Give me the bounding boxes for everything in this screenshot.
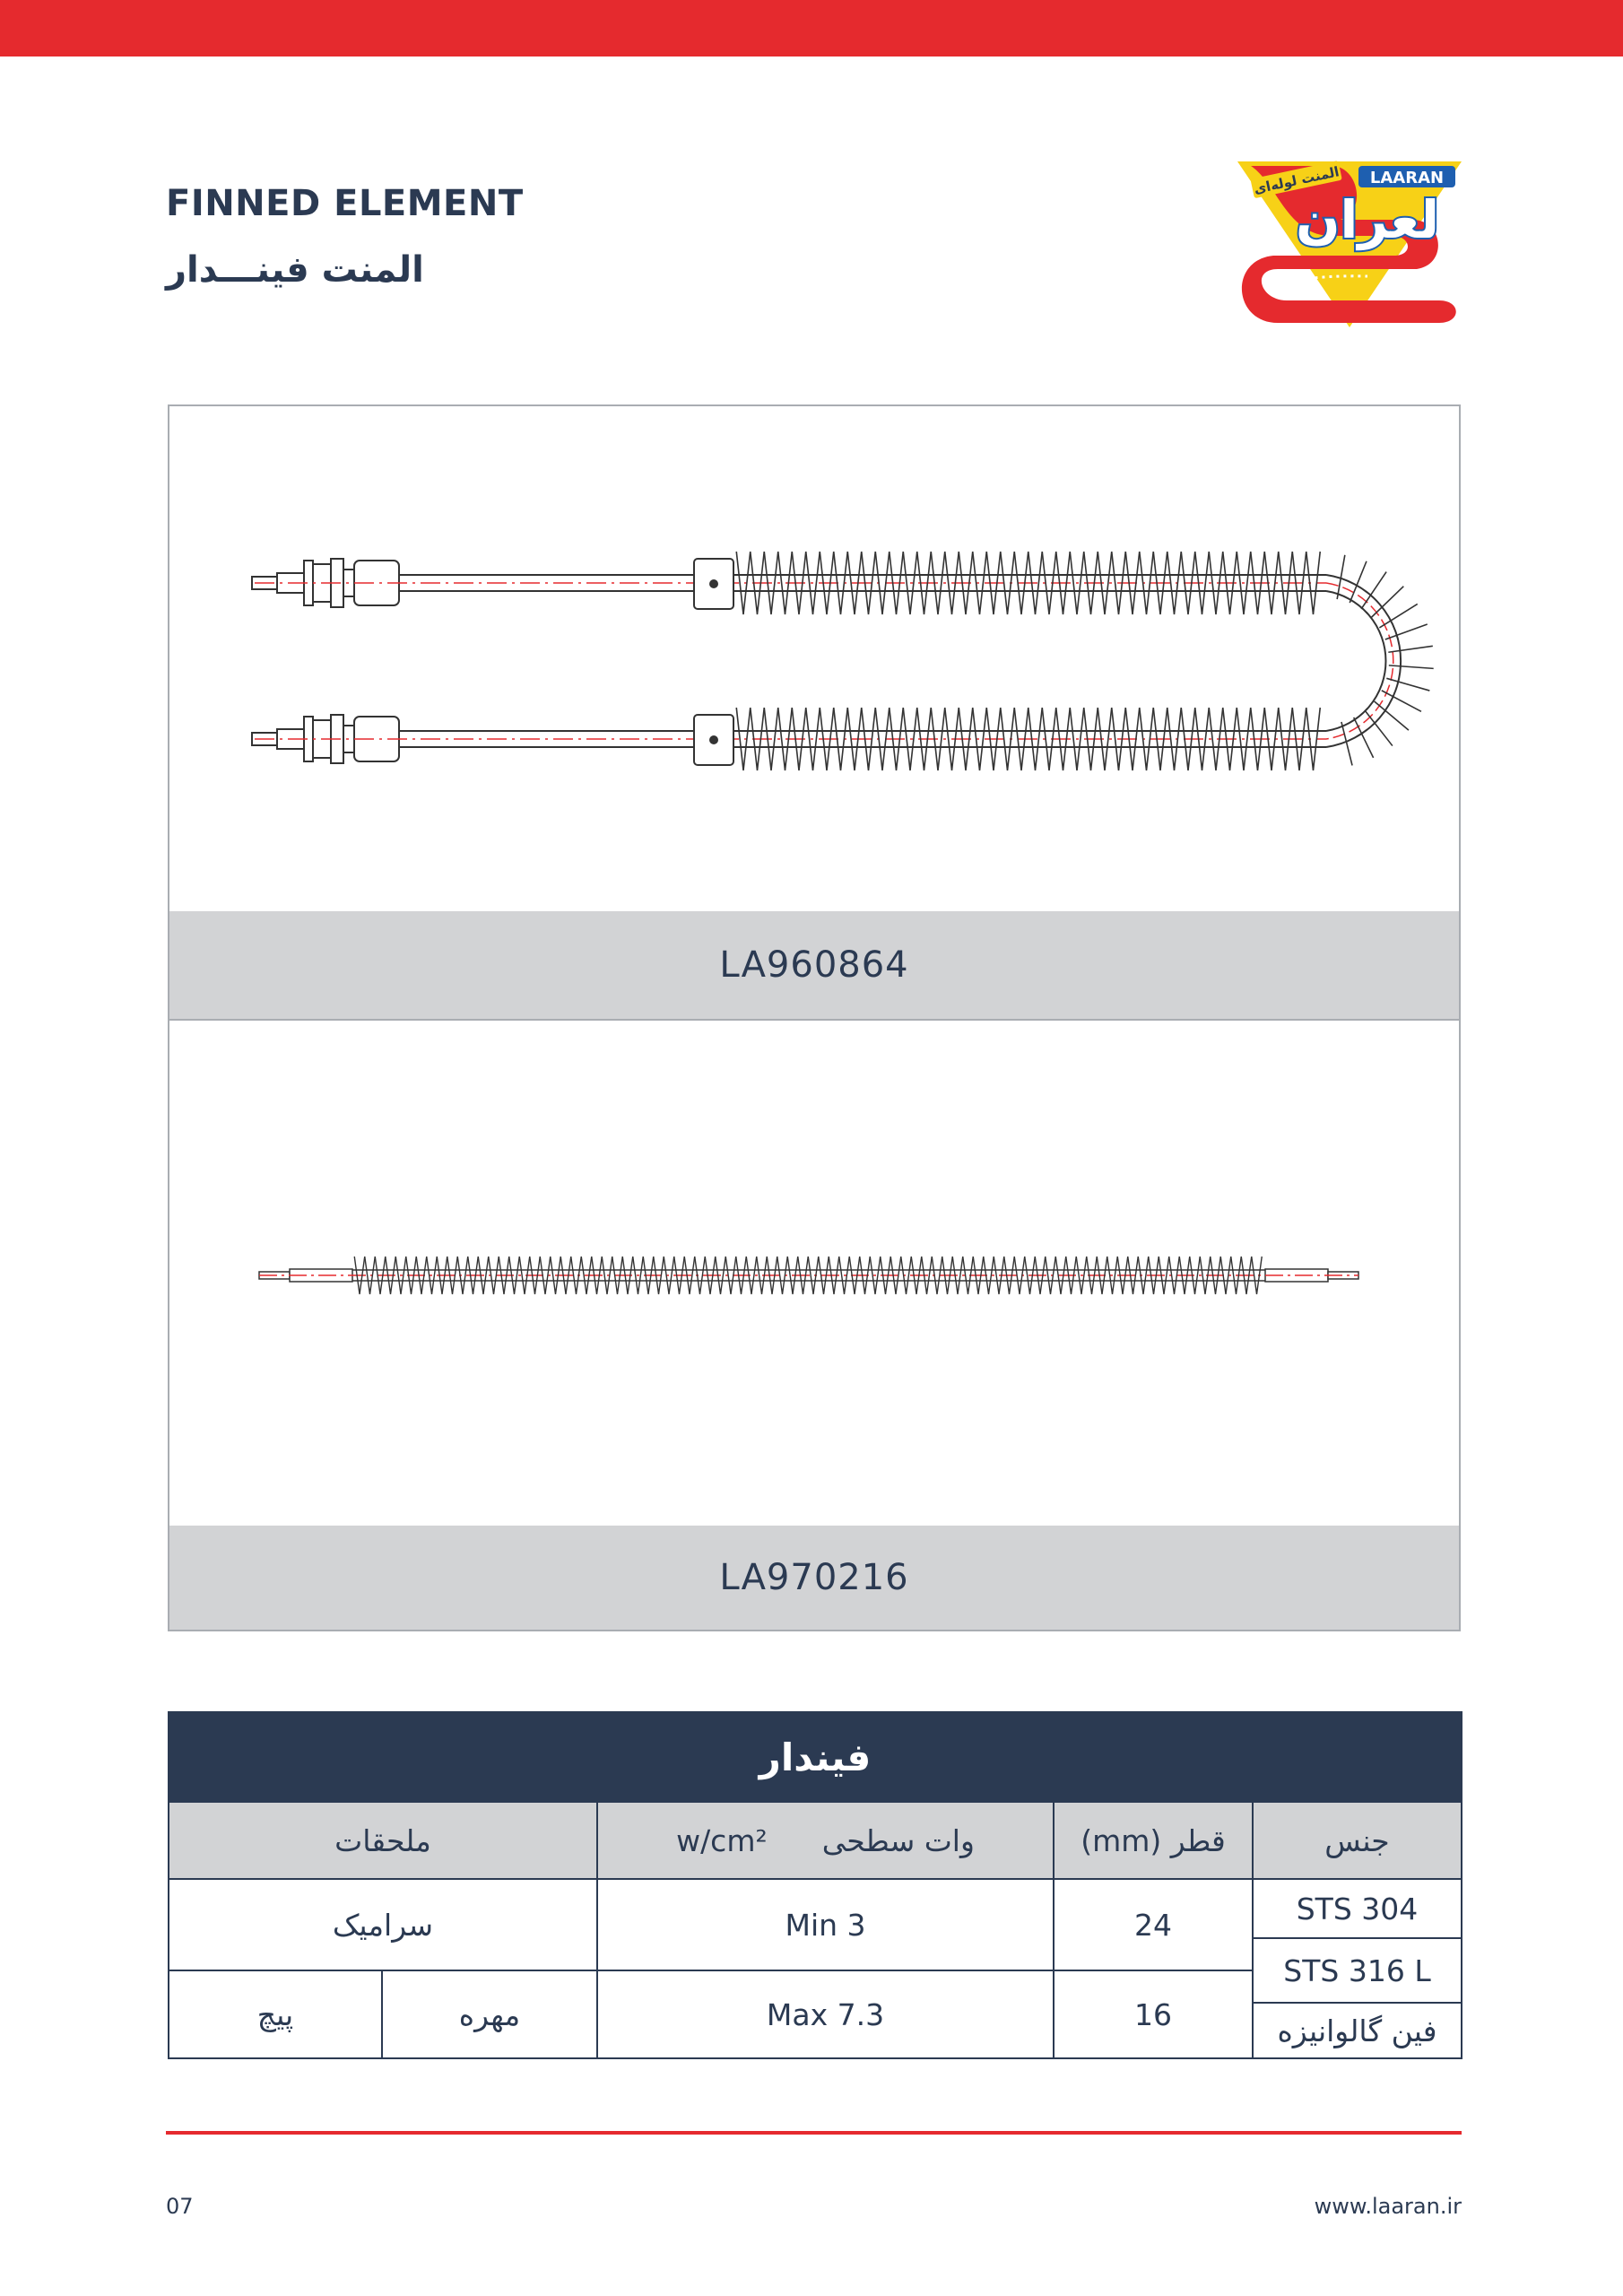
website-link[interactable]: www.laaran.ir: [1314, 2194, 1462, 2219]
products-figure: [168, 404, 1461, 1631]
logo-tagline: المنت لوله‌ای: [1252, 163, 1341, 197]
diameter-24: 24: [1054, 1879, 1253, 1970]
bend-fin: [1385, 624, 1428, 639]
surface-watt-unit: w/cm²: [676, 1822, 768, 1858]
page-number: 07: [166, 2194, 194, 2219]
header-accessories: ملحقات: [169, 1802, 597, 1879]
laaran-logo: [1224, 157, 1471, 332]
bend-fin: [1371, 587, 1403, 618]
diameter-16: 16: [1054, 1970, 1253, 2058]
u-shaped-finned-element-drawing: [169, 406, 1459, 911]
accessory-ceramic: سرامیک: [169, 1879, 597, 1970]
title-english: FINNED ELEMENT: [166, 183, 524, 224]
bend-fin: [1389, 665, 1434, 668]
header-material: جنس: [1253, 1802, 1462, 1879]
material-galvanized-fin: فین گالوانیزه: [1253, 2003, 1462, 2058]
bend-fin: [1386, 678, 1429, 691]
surface-watt-label: وات سطحی: [821, 1822, 975, 1858]
fin: [973, 552, 987, 614]
bend-fin: [1375, 701, 1409, 730]
material-sts316l: STS 316 L: [1253, 1938, 1462, 2003]
fin: [901, 1257, 912, 1294]
header-diameter: قطر (mm): [1054, 1802, 1253, 1879]
material-sts304: STS 304: [1253, 1879, 1462, 1938]
table-title: فیندار: [169, 1712, 1462, 1802]
spec-table: [168, 1711, 1462, 2059]
watt-max: Max 7.3: [597, 1970, 1054, 2058]
title-persian: المنت فینـــدار: [166, 249, 424, 291]
logo-brand-en: LAARAN: [1369, 169, 1445, 187]
bend-fin: [1388, 646, 1433, 652]
footer-rule: [166, 2131, 1462, 2135]
straight-finned-element-drawing: [169, 1021, 1459, 1526]
logo-brand-fa: لعران: [1296, 189, 1439, 250]
bend-fin: [1379, 604, 1417, 627]
finned-tube: [733, 552, 1434, 770]
watt-min: Min 3: [597, 1879, 1054, 1970]
product-code-2: LA970216: [169, 1526, 1459, 1630]
fin: [365, 1257, 376, 1294]
product-code-1: LA960864: [169, 911, 1459, 1019]
fin: [1046, 1257, 1056, 1294]
fin: [973, 708, 987, 770]
top-accent-bar: [0, 0, 1623, 57]
accessory-screw: پیچ: [169, 1970, 382, 2058]
header-surface-watt: [597, 1802, 1054, 1879]
product-panel-2: [169, 1021, 1459, 1630]
accessory-nut: مهره: [382, 1970, 597, 2058]
product-panel-1: [169, 406, 1459, 1019]
